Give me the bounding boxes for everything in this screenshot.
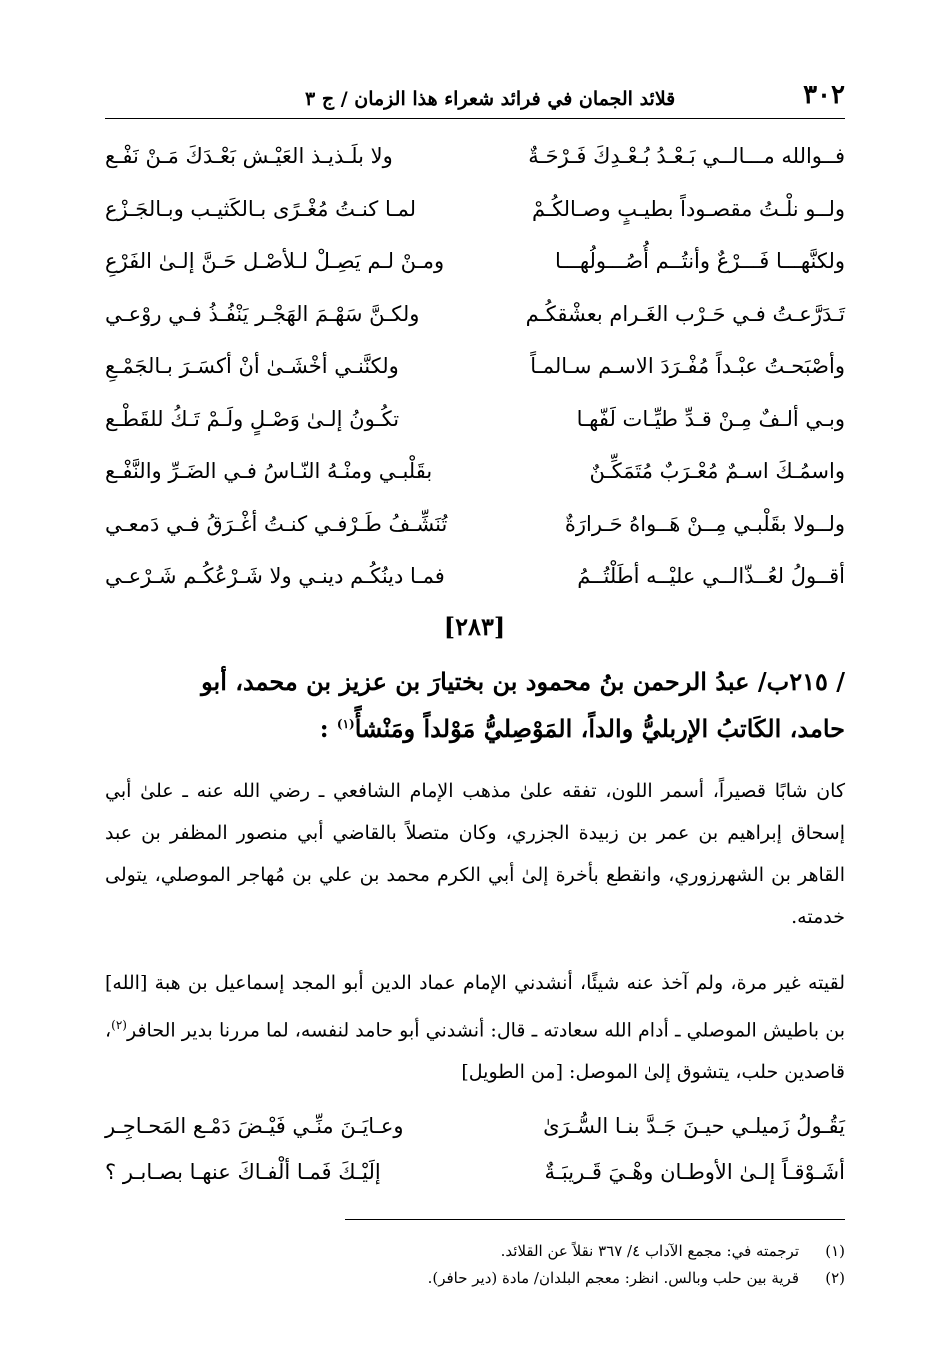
hemistich-left: بقَلْبـي ومنْـهُ النّـاسُ فـي الضَـرِّ والنَّفْـع — [105, 459, 433, 484]
hemistich-right: يَقُـولُ زَميلـي حيـنَ جَـدَّ بنـا السُّـرَىٰ — [543, 1114, 845, 1138]
hemistich-right: فــوالله مـــالــي بَـعْـدُ بُـعْـدِكَ فَـرْحَـةٌ — [528, 144, 845, 169]
heading-line-2 — [105, 703, 845, 750]
hemistich-left: فمـا دينُكُـم دينـي ولا شَـرْعُكُـم شَـرْعـي — [105, 564, 445, 589]
hemistich-left: ومـنْ لـم يَصِـلْ لـلأصْـل حَـنَّ إلـىٰ الفَرْعِ — [105, 249, 445, 274]
verse-line — [105, 393, 845, 446]
verse-line — [105, 1103, 845, 1149]
entry-number: [٢٨٣] — [443, 612, 506, 641]
hemistich-right: أشَـوْقـاً إلـىٰ الأوطـان وهْـيَ قَـريبَـةٌ — [544, 1160, 845, 1184]
verse-line — [105, 445, 845, 498]
poem-top — [105, 130, 845, 603]
footnote-text: ترجمته في: مجمع الآداب ٤/ ٣٦٧ نقلاً عن القلائد. — [500, 1242, 799, 1260]
paragraph-text-a: لقيته غير مرة، ولم آخذ عنه شيئًا، أنشدني الإمام عماد الدين أبو المجد إسماعيل بن هبة [الله] بن باطيش الموصلي ـ أدام الله سعادته ـ قال: أنشدني أبو حامد لنفسه، لما مررنا بدير الحافر — [105, 972, 845, 1042]
hemistich-left: ولكـنَّ سَهْـمَ الهَجْـر يَنْفُـذُ فـي روْعـي — [105, 301, 420, 326]
paragraph-text: كان شابًا قصيراً، أسمر اللون، تفقه علىٰ مذهب الإمام الشافعي ـ رضي الله عنه ـ علىٰ أبي إسحاق إبراهيم بن عمر بن زبيدة الجزري، وكان متصلاً بالقاضي أبي منصور المظفر بن عبد القاهر بن الشهرزوري، وانقطع بأخرة إلىٰ أبي الكرم محمد بن علي بن مُهاجر الموصلي، يتولى خدمته. — [105, 780, 845, 928]
verse-line — [105, 550, 845, 603]
hemistich-right: أقــولُ لعُــذّالــي عليْــه أطَلْتُــمُ — [577, 564, 845, 589]
heading-line-1: / ٢١٥ب/ عبدُ الرحمن بنُ محمود بن بختيارَ بن عزيز بن محمد، أبو — [201, 667, 845, 696]
heading-colon: : — [319, 714, 337, 743]
verse-line — [105, 498, 845, 551]
entry-heading — [105, 660, 845, 750]
page-header — [105, 70, 845, 110]
footnote-ref: (١) — [336, 717, 355, 731]
footnotes — [105, 1238, 845, 1292]
verse-line — [105, 1149, 845, 1195]
biography-paragraph — [105, 770, 845, 938]
page-number: ٣٠٢ — [803, 80, 845, 110]
verse-line — [105, 235, 845, 288]
header-divider — [105, 118, 845, 119]
verse-line — [105, 340, 845, 393]
hemistich-right: ولــولا بقَلْبـي مِــنْ هَــواهُ حَـرارَةٌ — [564, 511, 845, 536]
narration-paragraph — [105, 962, 845, 1093]
footnote-number: (١) — [825, 1242, 845, 1260]
verse-line — [105, 288, 845, 341]
hemistich-right: تَـدَرَّعـتُ فـي حَـرْب الغَـرام بعشْقكُـم — [525, 301, 845, 326]
hemistich-left: إلَيْـكَ فَمـا ألْفـاكَ عنهـا بصـابـر ؟ — [105, 1160, 381, 1184]
hemistich-right: واسمُـكَ اسـمٌ مُعْـرَبٌ مُتَمَكِّـنٌ — [589, 459, 845, 484]
heading-line-2-text: حامد، الكَاتبُ الإربليُّ والداً، المَوْصِليُّ مَوْلداً ومَنْشأً — [354, 714, 845, 743]
footnote — [105, 1238, 845, 1265]
footnote-text: قرية بين حلب وبالس. انظر: معجم البلدان/ مادة (دير حافر). — [427, 1269, 799, 1287]
hemistich-left: ولكنَّنـي أخْشَـىٰ أنْ أكسَـرَ بـالجَمْـعِ — [105, 354, 399, 379]
hemistich-right: وأصْبَحـتُ عبْـداً مُفْـرَدَ الاسـم سـالمـاً — [530, 354, 845, 379]
hemistich-left: وعـايَـنَ منِّـي فَيْـضَ دَمْـع المَحـاجِـر — [105, 1114, 404, 1138]
verse-line — [105, 183, 845, 236]
hemistich-right: ولكنَّهـــا فَـــرْعٌ وأنتُــم أُصُـــولُهـــا — [555, 249, 845, 274]
verse-line — [105, 130, 845, 183]
hemistich-left: تُنَشِّـفُ طَـرْفـي كنـتُ أغْـرَقُ فـي دَمعـي — [105, 511, 448, 536]
hemistich-left: تكُـونُ إلـىٰ وَصْـلٍ ولَـمْ تَـكُ للقَطْـع — [105, 406, 400, 431]
footnote — [105, 1265, 845, 1292]
poem-bottom — [105, 1103, 845, 1195]
hemistich-left: ولا بلَـذيـذ العَيْـش بَعْـدَكَ مَـنْ نَفْـع — [105, 144, 393, 169]
hemistich-right: وبـي ألـفٌ مِـنْ قـدِّ طيِّـات لَفّهـا — [576, 406, 845, 431]
footnote-number: (٢) — [825, 1269, 845, 1287]
paragraph-text-b: ، قاصدين حلب، يتشوق إلىٰ الموصل: [من الطويل] — [105, 1019, 845, 1084]
hemistich-right: ولــو نلْـتُ مقصـوداً بطيـبٍ وصـالكُـمْ — [531, 196, 845, 221]
hemistich-left: لمـا كنـتُ مُغْـرًى بـالكَثيـب وبـالجَـزْع — [105, 196, 417, 221]
running-title: قلائد الجمان في فرائد شعراء هذا الزمان / ج ٣ — [305, 88, 676, 110]
footnote-divider — [345, 1219, 845, 1220]
footnote-ref: (٢) — [111, 1018, 127, 1032]
